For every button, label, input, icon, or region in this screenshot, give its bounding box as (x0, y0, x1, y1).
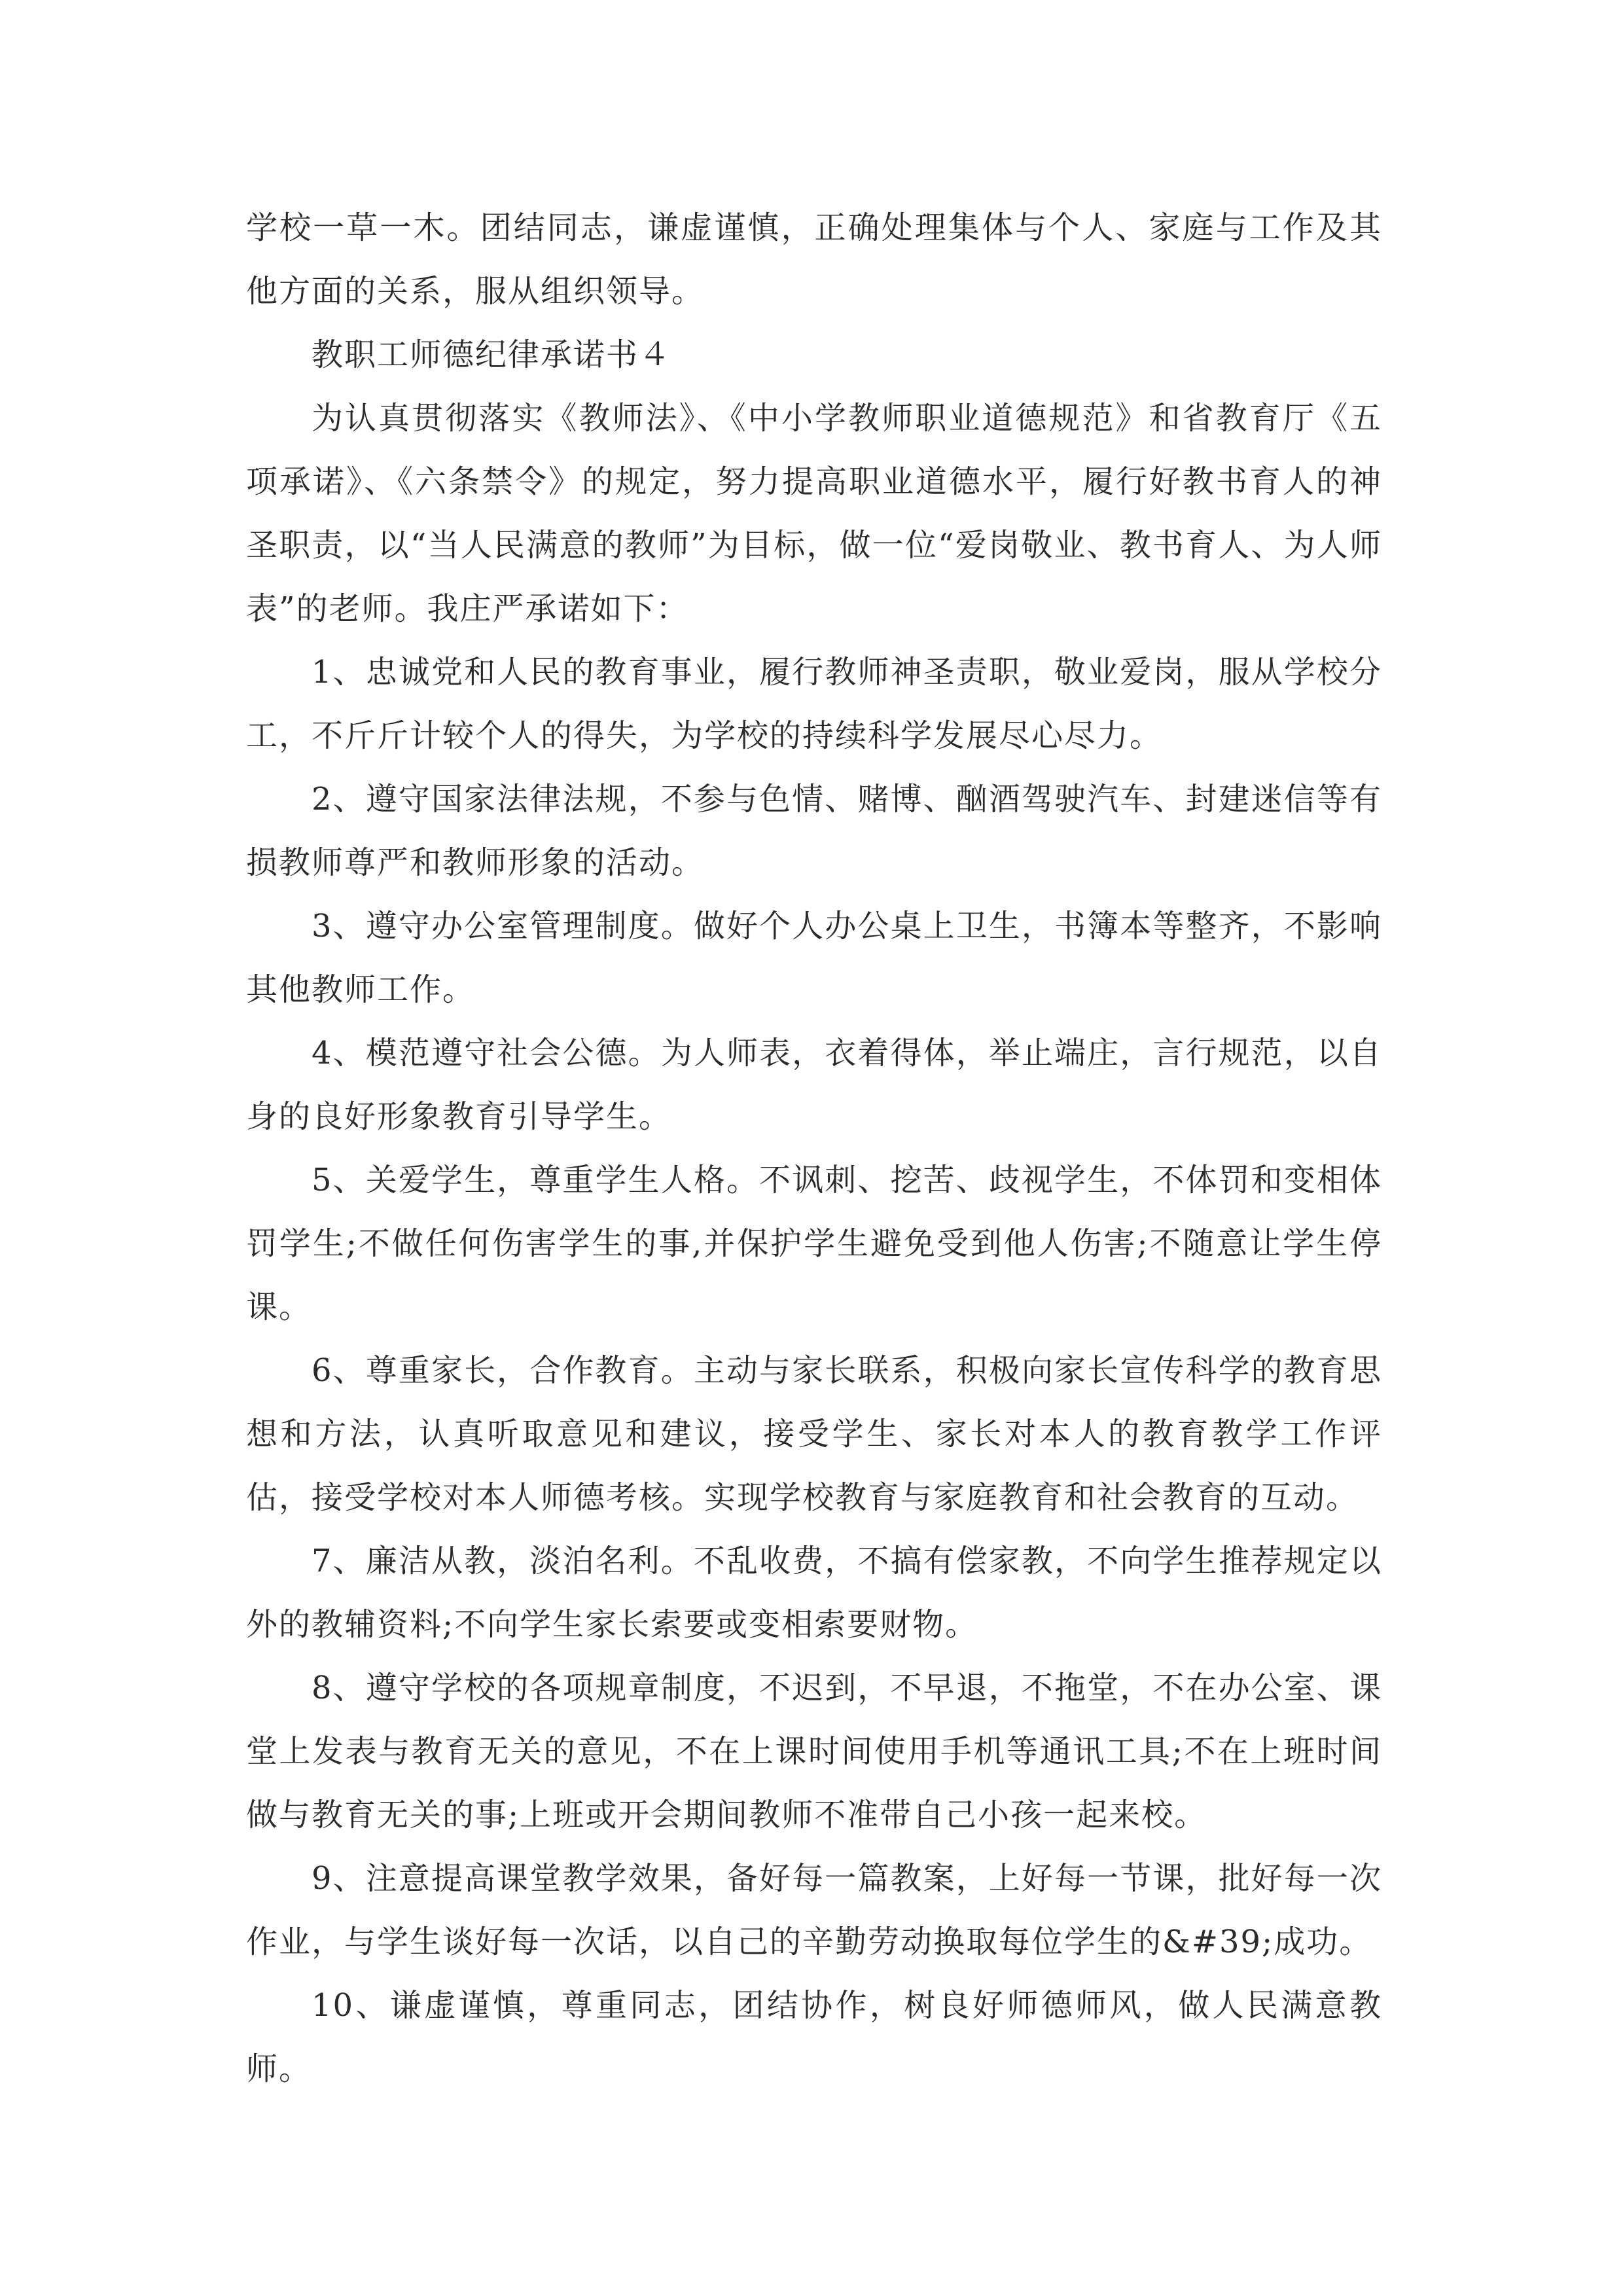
commitment-item-10: 10、谦虚谨慎，尊重同志，团结协作，树良好师德师风，做人民满意教师。 (246, 1987, 1382, 2087)
intro-paragraph: 为认真贯彻落实《教师法》、《中小学教师职业道德规范》和省教育厅《五项承诺》、《六条禁令》的规定，努力提高职业道德水平，履行好教书育人的神圣职责，以“当人民满意的教师”为目标，做一位“爱岗敬业、教书育人、为人师表”的老师。我庄严承诺如下： (246, 400, 1382, 627)
commitment-item-6: 6、尊重家长，合作教育。主动与家长联系，积极向家长宣传科学的教育思想和方法，认真听取意见和建议，接受学生、家长对本人的教育教学工作评估，接受学校对本人师德考核。实现学校教育与家庭教育和社会教育的互动。 (246, 1352, 1382, 1516)
commitment-item-1: 1、忠诚党和人民的教育事业，履行教师神圣责职，敬业爱岗，服从学校分工，不斤斤计较个人的得失，为学校的持续科学发展尽心尽力。 (246, 654, 1382, 754)
continuation-paragraph: 学校一草一木。团结同志，谦虚谨慎，正确处理集体与个人、家庭与工作及其他方面的关系，服从组织领导。 (246, 209, 1382, 310)
commitment-item-5: 5、关爱学生，尊重学生人格。不讽刺、挖苦、歧视学生，不体罚和变相体罚学生;不做任何伤害学生的事,并保护学生避免受到他人伤害;不随意让学生停课。 (246, 1162, 1382, 1325)
commitment-item-4: 4、模范遵守社会公德。为人师表，衣着得体，举止端庄，言行规范，以自身的良好形象教育引导学生。 (246, 1035, 1382, 1135)
commitment-item-3: 3、遵守办公室管理制度。做好个人办公桌上卫生，书簿本等整齐，不影响其他教师工作。 (246, 908, 1382, 1008)
document-body (246, 196, 1382, 2101)
section-heading: 教职工师德纪律承诺书４ (312, 336, 672, 373)
commitment-item-9: 9、注意提高课堂教学效果，备好每一篇教案，上好每一节课，批好每一次作业，与学生谈好每一次话，以自己的辛勤劳动换取每位学生的&#39;成功。 (246, 1860, 1382, 1960)
commitment-item-7: 7、廉洁从教，淡泊名利。不乱收费，不搞有偿家教，不向学生推荐规定以外的教辅资料;不向学生家长索要或变相索要财物。 (246, 1543, 1382, 1643)
commitment-item-2: 2、遵守国家法律法规，不参与色情、赌博、酗酒驾驶汽车、封建迷信等有损教师尊严和教师形象的活动。 (246, 781, 1382, 881)
commitment-item-8: 8、遵守学校的各项规章制度，不迟到，不早退，不拖堂，不在办公室、课堂上发表与教育无关的意见，不在上课时间使用手机等通讯工具;不在上班时间做与教育无关的事;上班或开会期间教师不准带自己小孩一起来校。 (246, 1670, 1382, 1833)
